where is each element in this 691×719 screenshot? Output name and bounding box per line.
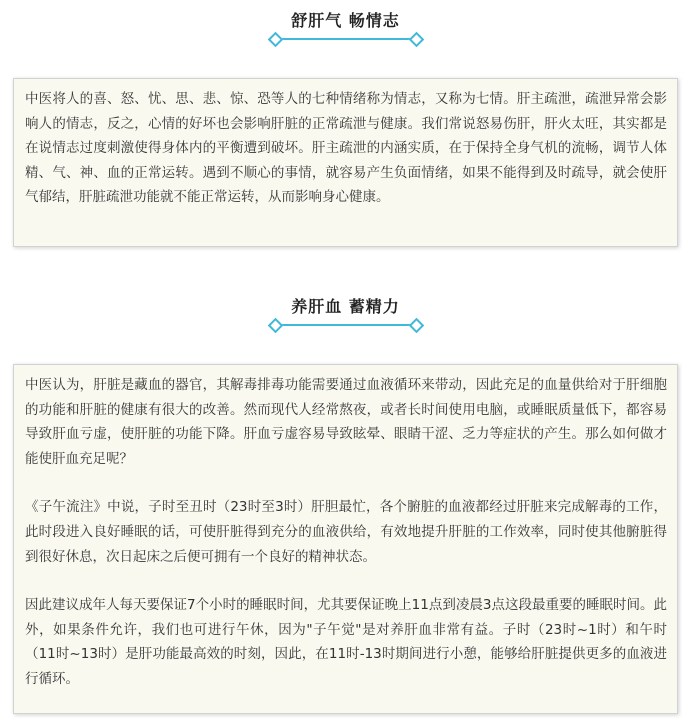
content-box-liver-blood: [13, 364, 678, 714]
body-paragraph: 因此建议成年人每天要保证7个小时的睡眠时间，尤其要保证晚上11点到凌晨3点这段最重要的睡眠时间。此外，如果条件允许，我们也可进行午休，因为"子午觉"是对养肝血非常有益。子时（23时~1时）和午时（11时~13时）是肝功能最高效的时刻，因此，在11时-13时期间进行小憩，能够给肝脏提供更多的血液进行循环。: [25, 597, 667, 687]
body-paragraph: 中医认为，肝脏是藏血的器官，其解毒排毒功能需要通过血液循环来带动，因此充足的血量供给对于肝细胞的功能和肝脏的健康有很大的改善。然而现代人经常熬夜，或者长时间使用电脑，或睡眠质量低下，都容易导致肝血亏虚，使肝脏的功能下降。肝血亏虚容易导致眩晕、眼睛干涩、乏力等症状的产生。那么如何做才能使肝血充足呢？: [25, 377, 667, 467]
body-paragraph: 中医将人的喜、怒、忧、思、悲、惊、恐等人的七种情绪称为情志，又称为七情。肝主疏泄，疏泄异常会影响人的情志，反之，心情的好坏也会影响肝脏的正常疏泄与健康。我们常说怒易伤肝，肝火太旺，其实都是在说情志过度刺激使得身体内的平衡遭到破坏。肝主疏泄的内涵实质，在于保持全身气机的流畅，调节人体精、气、神、血的正常运转。遇到不顺心的事情，就容易产生负面情绪，如果不能得到及时疏导，就会使肝气郁结，肝脏疏泄功能就不能正常运转，从而影响身心健康。: [25, 91, 667, 206]
title-underline-divider: [276, 38, 416, 40]
section-heading-liver-blood: [0, 297, 691, 326]
title-underline-divider: [276, 324, 416, 326]
section-heading-liver-qi: [0, 11, 691, 40]
content-box-liver-qi: [13, 78, 678, 247]
section-title: 舒肝气 畅情志: [291, 11, 400, 30]
body-paragraph: 《子午流注》中说，子时至丑时（23时至3时）肝胆最忙，各个腑脏的血液都经过肝脏来完成解毒的工作，此时段进入良好睡眠的话，可使肝脏得到充分的血液供给，有效地提升肝脏的工作效率，同时使其他腑脏得到很好休息，次日起床之后便可拥有一个良好的精神状态。: [25, 499, 667, 565]
section-title: 养肝血 蓄精力: [291, 297, 400, 316]
